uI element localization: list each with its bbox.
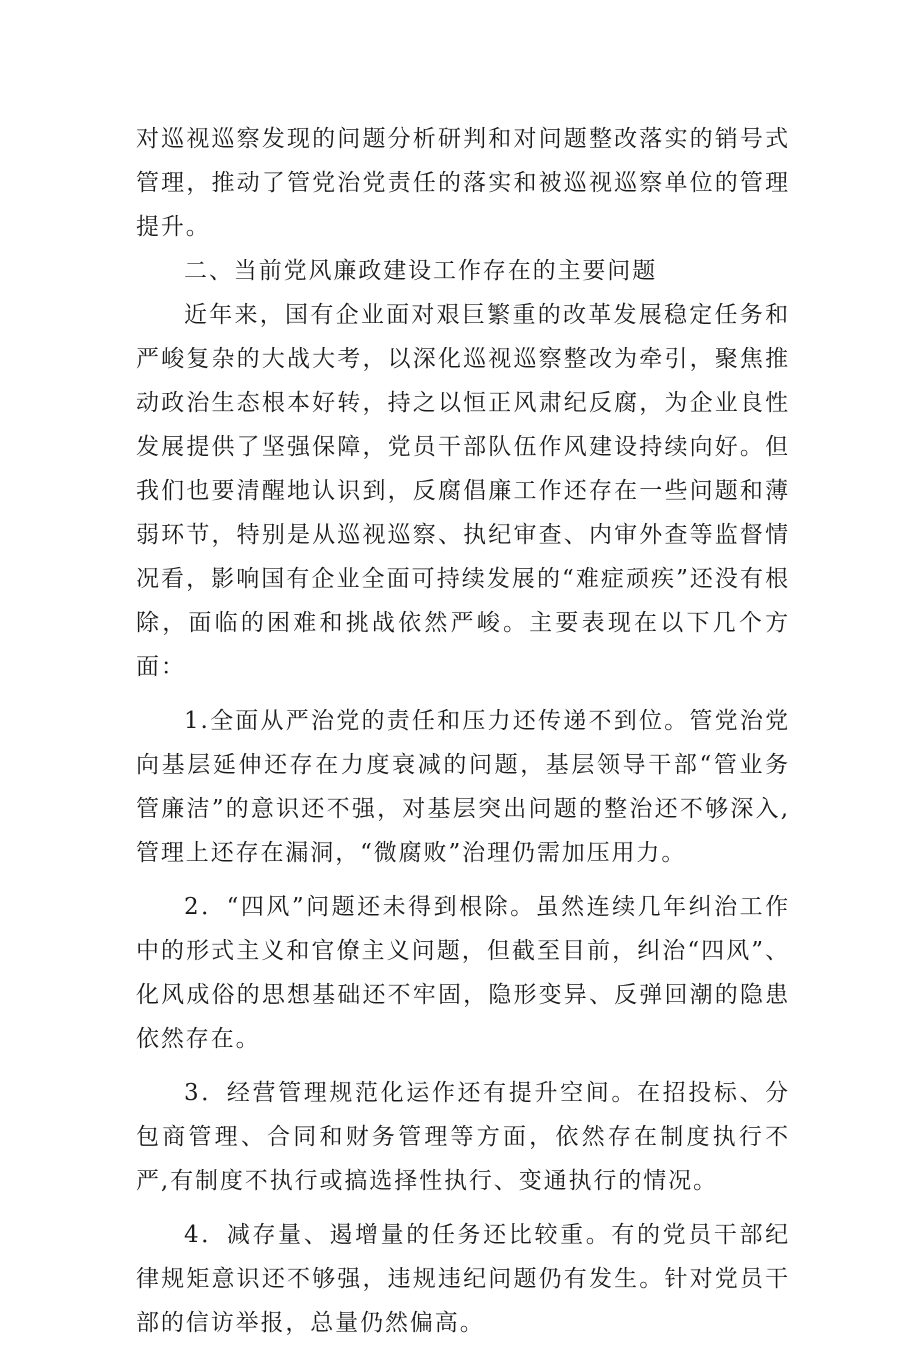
list-item-4: 4．减存量、遏增量的任务还比较重。有的党员干部纪律规矩意识还不够强，违规违纪问题仍有发生。针对党员干部的信访举报，总量仍然偏高。: [136, 1222, 790, 1336]
list-item-1: 1.全面从严治党的责任和压力还传递不到位。管党治党向基层延伸还存在力度衰减的问题，基层领导干部“管业务管廉洁”的意识还不强，对基层突出问题的整治还不够深入,管理上还存在漏洞，“微腐败”治理仍需加压用力。: [136, 708, 790, 866]
list-item-3: 3．经营管理规范化运作还有提升空间。在招投标、分包商管理、合同和财务管理等方面，依然存在制度执行不严,有制度不执行或搞选择性执行、变通执行的情况。: [136, 1080, 790, 1194]
list-item-2: 2．“四风”问题还未得到根除。虽然连续几年纠治工作中的形式主义和官僚主义问题，但截至目前，纠治“四风”、化风成俗的思想基础还不牢固，隐形变异、反弹回潮的隐患依然存在。: [136, 894, 790, 1052]
section-heading: 二、当前党风廉政建设工作存在的主要问题: [184, 258, 658, 284]
intro-paragraph: 近年来，国有企业面对艰巨繁重的改革发展稳定任务和严峻复杂的大战大考，以深化巡视巡察整改为牵引，聚焦推动政治生态根本好转，持之以恒正风肃纪反腐，为企业良性发展提供了坚强保障，党员干部队伍作风建设持续向好。但我们也要清醒地认识到，反腐倡廉工作还存在一些问题和薄弱环节，特别是从巡视巡察、执纪审查、内审外查等监督情况看，影响国有企业全面可持续发展的“难症顽疾”还没有根除，面临的困难和挑战依然严峻。主要表现在以下几个方面：: [136, 302, 790, 680]
document-body: [136, 117, 790, 1345]
continuation-paragraph: 对巡视巡察发现的问题分析研判和对问题整改落实的销号式管理，推动了管党治党责任的落实和被巡视巡察单位的管理提升。: [136, 126, 790, 240]
